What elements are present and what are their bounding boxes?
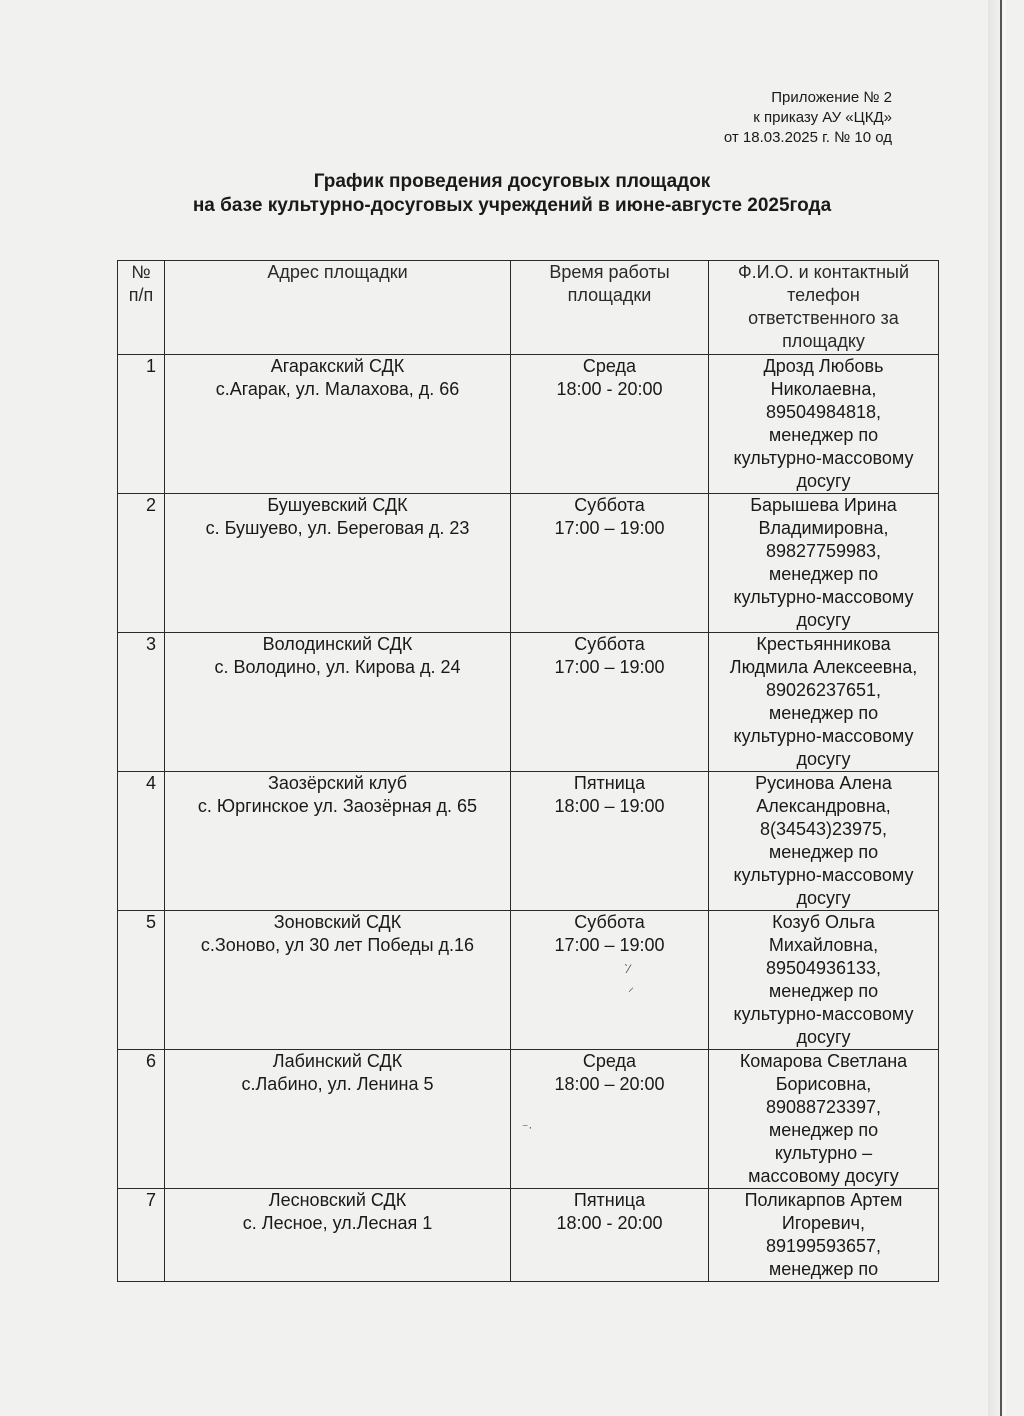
work-hours: 18:00 – 19:00 — [554, 796, 665, 816]
venue-name: Зоновский СДК — [273, 912, 402, 932]
venue-address: с. Володино, ул. Кирова д. 24 — [214, 657, 461, 677]
table-row — [118, 772, 939, 911]
document-title-line2: на базе культурно-досуговых учреждений в июне-августе 2025года — [192, 195, 832, 216]
table-row — [118, 1050, 939, 1189]
work-day: Среда — [582, 1051, 637, 1071]
contact-line: Козуб Ольга — [772, 912, 875, 932]
venue-address: с. Лесное, ул.Лесная 1 — [242, 1213, 433, 1233]
row-number: 7 — [118, 1189, 165, 1282]
table-row — [118, 1189, 939, 1282]
address-cell — [165, 772, 511, 911]
appendix-number: Приложение № 2 — [771, 89, 892, 106]
table-row — [118, 911, 939, 1050]
contact-phone: 89088723397, — [765, 1097, 882, 1117]
time-cell — [511, 1050, 709, 1189]
contact-line: менеджер по — [768, 564, 879, 584]
contact-phone: 8(34543)23975, — [759, 819, 888, 839]
column-header-text: п/п — [128, 285, 154, 305]
document-title-line1: График проведения досуговых площадок — [313, 171, 711, 192]
contact-line: культурно-массовому — [733, 726, 914, 746]
contact-phone: 89504984818, — [765, 402, 882, 422]
row-number: 6 — [118, 1050, 165, 1189]
contact-line: Игоревич, — [781, 1213, 866, 1233]
column-header-address — [165, 261, 511, 355]
column-header-text: площадки — [567, 285, 652, 305]
contact-line: досугу — [796, 1027, 851, 1047]
row-number: 2 — [118, 494, 165, 633]
contact-cell — [709, 1189, 939, 1282]
contact-line: досугу — [796, 749, 851, 769]
contact-phone: 89827759983, — [765, 541, 882, 561]
time-cell — [511, 355, 709, 494]
appendix-header — [724, 88, 892, 148]
contact-line: менеджер по — [768, 1259, 879, 1279]
contact-cell — [709, 911, 939, 1050]
contact-line: Николаевна, — [770, 379, 877, 399]
contact-line: культурно-массовому — [733, 448, 914, 468]
column-header-text: Ф.И.О. и контактный — [737, 262, 910, 282]
work-day: Среда — [582, 356, 637, 376]
row-number: 5 — [118, 911, 165, 1050]
contact-cell — [709, 1050, 939, 1189]
contact-line: досугу — [796, 471, 851, 491]
column-header-text: телефон — [787, 285, 860, 305]
work-hours: 17:00 – 19:00 — [554, 657, 665, 677]
row-number: 4 — [118, 772, 165, 911]
venue-name: Агаракский СДК — [270, 356, 405, 376]
row-number: 3 — [118, 633, 165, 772]
venue-address: с. Юргинское ул. Заозёрная д. 65 — [197, 796, 478, 816]
contact-line: культурно-массовому — [733, 587, 914, 607]
contact-line: культурно-массовому — [733, 1004, 914, 1024]
contact-line: Борисовна, — [775, 1074, 872, 1094]
scan-mark: ˋ⁄ — [624, 962, 630, 976]
contact-line: досугу — [796, 888, 851, 908]
column-header-text: площадку — [782, 331, 865, 351]
document-title — [0, 170, 1024, 218]
contact-line: Михайловна, — [768, 935, 879, 955]
contact-phone: 89026237651, — [765, 680, 882, 700]
contact-line: менеджер по — [768, 1120, 879, 1140]
scan-mark: ⸝ — [628, 980, 635, 994]
address-cell — [165, 1050, 511, 1189]
contact-line: менеджер по — [768, 703, 879, 723]
appendix-order-date: от 18.03.2025 г. № 10 од — [723, 129, 892, 146]
row-number: 1 — [118, 355, 165, 494]
contact-cell — [709, 772, 939, 911]
time-cell — [511, 772, 709, 911]
contact-cell — [709, 494, 939, 633]
address-cell — [165, 355, 511, 494]
venue-name: Заозёрский клуб — [267, 773, 408, 793]
appendix-order-ref: к приказу АУ «ЦКД» — [753, 109, 892, 126]
venue-address: с.Зоново, ул 30 лет Победы д.16 — [200, 935, 475, 955]
column-header-text: ответственного за — [748, 308, 899, 328]
time-cell — [511, 1189, 709, 1282]
table-row — [118, 633, 939, 772]
time-cell — [511, 633, 709, 772]
work-day: Суббота — [574, 912, 645, 932]
contact-line: менеджер по — [768, 842, 879, 862]
contact-line: Комарова Светлана — [739, 1051, 908, 1071]
column-header-time — [511, 261, 709, 355]
column-header-text: Адрес площадки — [267, 262, 408, 282]
address-cell — [165, 1189, 511, 1282]
contact-phone: 89199593657, — [765, 1236, 882, 1256]
table-row — [118, 494, 939, 633]
contact-line: менеджер по — [768, 981, 879, 1001]
work-hours: 17:00 – 19:00 — [554, 935, 665, 955]
address-cell — [165, 633, 511, 772]
contact-line: Барышева Ирина — [750, 495, 897, 515]
address-cell — [165, 494, 511, 633]
table-header-row — [118, 261, 939, 355]
contact-line: Александровна, — [756, 796, 891, 816]
address-cell — [165, 911, 511, 1050]
scan-mark: ⁻· — [522, 1120, 533, 1134]
work-hours: 18:00 – 20:00 — [554, 1074, 665, 1094]
venue-name: Володинский СДК — [262, 634, 413, 654]
contact-line: культурно – — [774, 1143, 873, 1163]
contact-line: Дрозд Любовь — [763, 356, 884, 376]
contact-phone: 89504936133, — [765, 958, 882, 978]
work-day: Суббота — [574, 634, 645, 654]
contact-line: Поликарпов Артем — [744, 1190, 903, 1210]
contact-cell — [709, 633, 939, 772]
work-day: Пятница — [573, 1190, 646, 1210]
contact-line: Крестьянникова — [756, 634, 891, 654]
venue-address: с. Бушуево, ул. Береговая д. 23 — [205, 518, 470, 538]
work-day: Суббота — [574, 495, 645, 515]
contact-line: Людмила Алексеевна, — [729, 657, 918, 677]
table-row — [118, 355, 939, 494]
venue-name: Лабинский СДК — [272, 1051, 403, 1071]
column-header-text: № — [131, 262, 151, 282]
contact-line: менеджер по — [768, 425, 879, 445]
column-header-contact — [709, 261, 939, 355]
contact-line: культурно-массовому — [733, 865, 914, 885]
venue-address: с.Агарак, ул. Малахова, д. 66 — [215, 379, 460, 399]
contact-line: Русинова Алена — [755, 773, 892, 793]
venue-name: Бушуевский СДК — [267, 495, 408, 515]
time-cell — [511, 911, 709, 1050]
column-header-number — [118, 261, 165, 355]
contact-cell — [709, 355, 939, 494]
venue-name: Лесновский СДК — [268, 1190, 407, 1210]
contact-line: Владимировна, — [758, 518, 889, 538]
contact-line: досугу — [796, 610, 851, 630]
work-day: Пятница — [573, 773, 646, 793]
column-header-text: Время работы — [549, 262, 670, 282]
contact-line: массовому досугу — [748, 1166, 899, 1186]
work-hours: 18:00 - 20:00 — [556, 1213, 663, 1233]
time-cell — [511, 494, 709, 633]
work-hours: 17:00 – 19:00 — [554, 518, 665, 538]
work-hours: 18:00 - 20:00 — [556, 379, 663, 399]
venue-address: с.Лабино, ул. Ленина 5 — [241, 1074, 434, 1094]
